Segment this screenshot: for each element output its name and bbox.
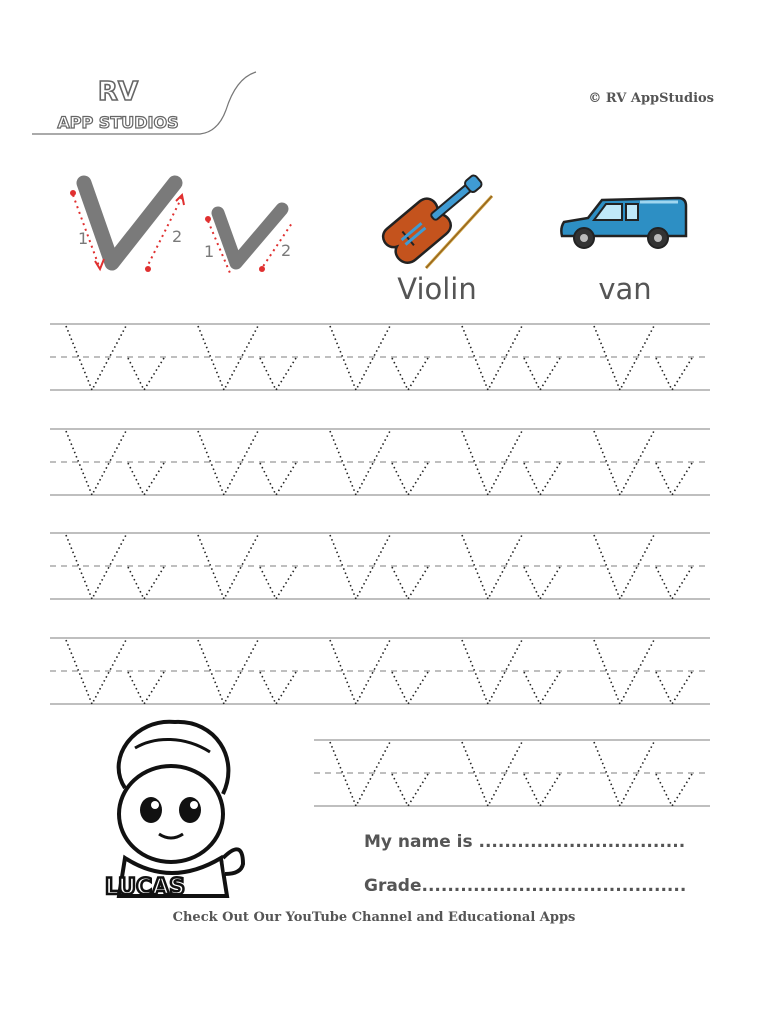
tracing-row-2[interactable] xyxy=(50,427,710,497)
trace-lowercase-v xyxy=(392,672,428,704)
trace-lowercase-v xyxy=(260,463,296,495)
van-word: van xyxy=(598,272,652,306)
tracing-guides xyxy=(314,738,710,808)
trace-uppercase-v xyxy=(66,535,126,599)
trace-lowercase-v xyxy=(128,463,164,495)
trace-lowercase-v xyxy=(524,567,560,599)
trace-lowercase-v xyxy=(524,672,560,704)
van-icon xyxy=(558,192,690,256)
tracing-row-1[interactable] xyxy=(50,322,710,392)
trace-lowercase-v xyxy=(392,358,428,390)
trace-uppercase-v xyxy=(462,535,522,599)
trace-lowercase-v xyxy=(260,358,296,390)
tracing-row-5[interactable] xyxy=(314,738,710,808)
trace-lowercase-v xyxy=(656,774,692,806)
trace-uppercase-v xyxy=(66,431,126,495)
trace-uppercase-v xyxy=(66,326,126,390)
trace-lowercase-v xyxy=(524,358,560,390)
trace-uppercase-v xyxy=(330,742,390,806)
trace-lowercase-v xyxy=(128,567,164,599)
trace-uppercase-v xyxy=(330,431,390,495)
trace-uppercase-v xyxy=(66,640,126,704)
tracing-guides xyxy=(50,636,710,706)
trace-lowercase-v xyxy=(260,672,296,704)
trace-uppercase-v xyxy=(594,640,654,704)
lucas-mascot xyxy=(95,718,255,908)
trace-uppercase-v xyxy=(594,431,654,495)
trace-uppercase-v xyxy=(330,326,390,390)
trace-uppercase-v xyxy=(330,535,390,599)
tracing-row-4[interactable] xyxy=(50,636,710,706)
trace-uppercase-v xyxy=(462,431,522,495)
name-field-label[interactable]: My name is ................................ xyxy=(364,832,686,852)
violin-word: Violin xyxy=(397,272,477,306)
tracing-row-3[interactable] xyxy=(50,531,710,601)
trace-lowercase-v xyxy=(656,358,692,390)
trace-uppercase-v xyxy=(198,535,258,599)
copyright-text: © RV AppStudios xyxy=(588,91,714,106)
stroke-number-2-lower: 2 xyxy=(281,241,292,260)
grade-field-label[interactable]: Grade......................................... xyxy=(364,876,687,896)
trace-uppercase-v xyxy=(198,431,258,495)
footer-text: Check Out Our YouTube Channel and Educational Apps xyxy=(172,910,576,925)
trace-uppercase-v xyxy=(594,742,654,806)
trace-uppercase-v xyxy=(594,326,654,390)
stroke-number-1-lower: 1 xyxy=(204,242,215,261)
mascot-name: LUCAS xyxy=(104,875,186,900)
tracing-guides xyxy=(50,531,710,601)
lowercase-v-guide xyxy=(204,209,292,273)
trace-uppercase-v xyxy=(330,640,390,704)
tracing-guides xyxy=(50,322,710,392)
trace-lowercase-v xyxy=(392,774,428,806)
stroke-number-2: 2 xyxy=(172,227,183,246)
trace-lowercase-v xyxy=(260,567,296,599)
uppercase-v-guide xyxy=(70,183,184,272)
trace-lowercase-v xyxy=(128,358,164,390)
violin-icon xyxy=(374,158,496,270)
trace-lowercase-v xyxy=(392,463,428,495)
trace-lowercase-v xyxy=(392,567,428,599)
trace-uppercase-v xyxy=(462,742,522,806)
trace-lowercase-v xyxy=(128,672,164,704)
rv-appstudios-logo xyxy=(30,70,260,140)
trace-uppercase-v xyxy=(198,326,258,390)
stroke-number-1: 1 xyxy=(78,229,89,248)
trace-lowercase-v xyxy=(524,774,560,806)
trace-uppercase-v xyxy=(594,535,654,599)
trace-uppercase-v xyxy=(198,640,258,704)
trace-lowercase-v xyxy=(524,463,560,495)
logo-top-text: RV xyxy=(97,77,139,107)
logo-bottom-text: APP STUDIOS xyxy=(57,113,179,132)
trace-lowercase-v xyxy=(656,567,692,599)
trace-uppercase-v xyxy=(462,640,522,704)
letter-stroke-guide xyxy=(60,165,320,285)
trace-uppercase-v xyxy=(462,326,522,390)
tracing-guides xyxy=(50,427,710,497)
trace-lowercase-v xyxy=(656,672,692,704)
trace-lowercase-v xyxy=(656,463,692,495)
